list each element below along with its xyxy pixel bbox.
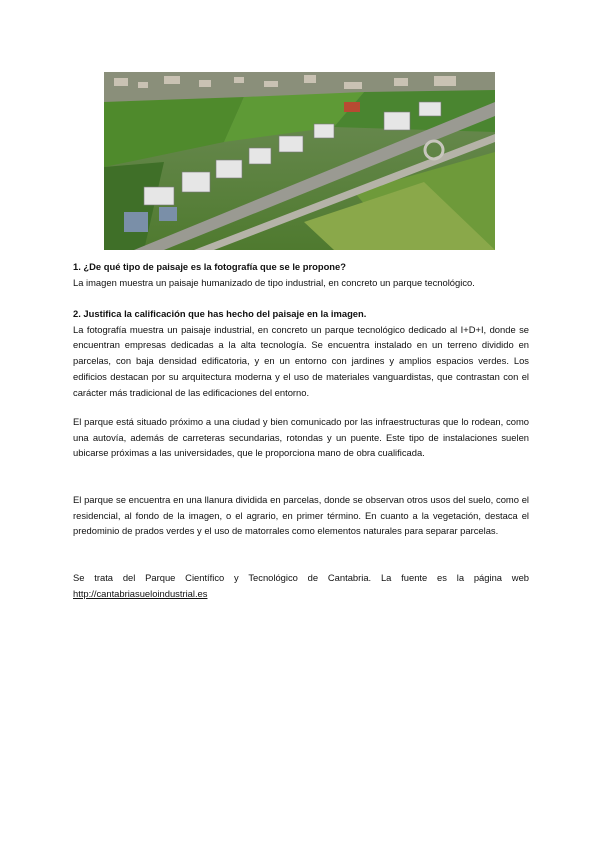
question-1: [73, 259, 529, 290]
source-link[interactable]: http://cantabriasueloindustrial.es: [73, 587, 208, 599]
aerial-photo-illustration: [104, 72, 495, 250]
paragraph-3-text: El parque se encuentra en una llanura dividida en parcelas, donde se observan otros usos del suelo, como el residencial, al fondo de la imagen, o el agrario, en primer término. En cuanto a la vegetación, destaca el predominio de prados verdes y el uso de matorrales como elementos naturales para separar parcelas.: [73, 494, 529, 537]
aerial-photo: [104, 72, 495, 250]
paragraph-2: [73, 414, 529, 461]
question-2-heading: 2. Justifica la calificación que has hecho del paisaje en la imagen.: [73, 308, 367, 319]
paragraph-4: [73, 570, 529, 601]
paragraph-2-text: El parque está situado próximo a una ciudad y bien comunicado por las infraestructuras que lo rodean, como una autovía, además de carreteras secundarias, rotondas y un puente. Este tipo de instalaciones suelen ubicarse próximas a las universidades, que le proporciona mano de obra cualificada.: [73, 416, 529, 459]
paragraph-3: [73, 492, 529, 539]
question-2: [73, 306, 529, 400]
question-1-answer: La imagen muestra un paisaje humanizado de tipo industrial, en concreto un parque tecnológico.: [73, 276, 475, 288]
paragraph-4-text: Se trata del Parque Científico y Tecnológico de Cantabria. La fuente es la página web: [73, 572, 529, 583]
question-1-heading: 1. ¿De qué tipo de paisaje es la fotografía que se le propone?: [73, 261, 346, 272]
paragraph-1: La fotografía muestra un paisaje industrial, en concreto un parque tecnológico dedicado al I+D+I, donde se encuentran empresas dedicadas a la alta tecnología. Se encuentra instalado en un terreno dividido en parcelas, con baja densidad edificatoria, y en un entorno con jardines y amplios espacios verdes. Los edificios destacan por su arquitectura moderna y el uso de materiales vanguardistas, que contrastan con el carácter más tradicional de las edificaciones del entorno.: [73, 323, 529, 398]
